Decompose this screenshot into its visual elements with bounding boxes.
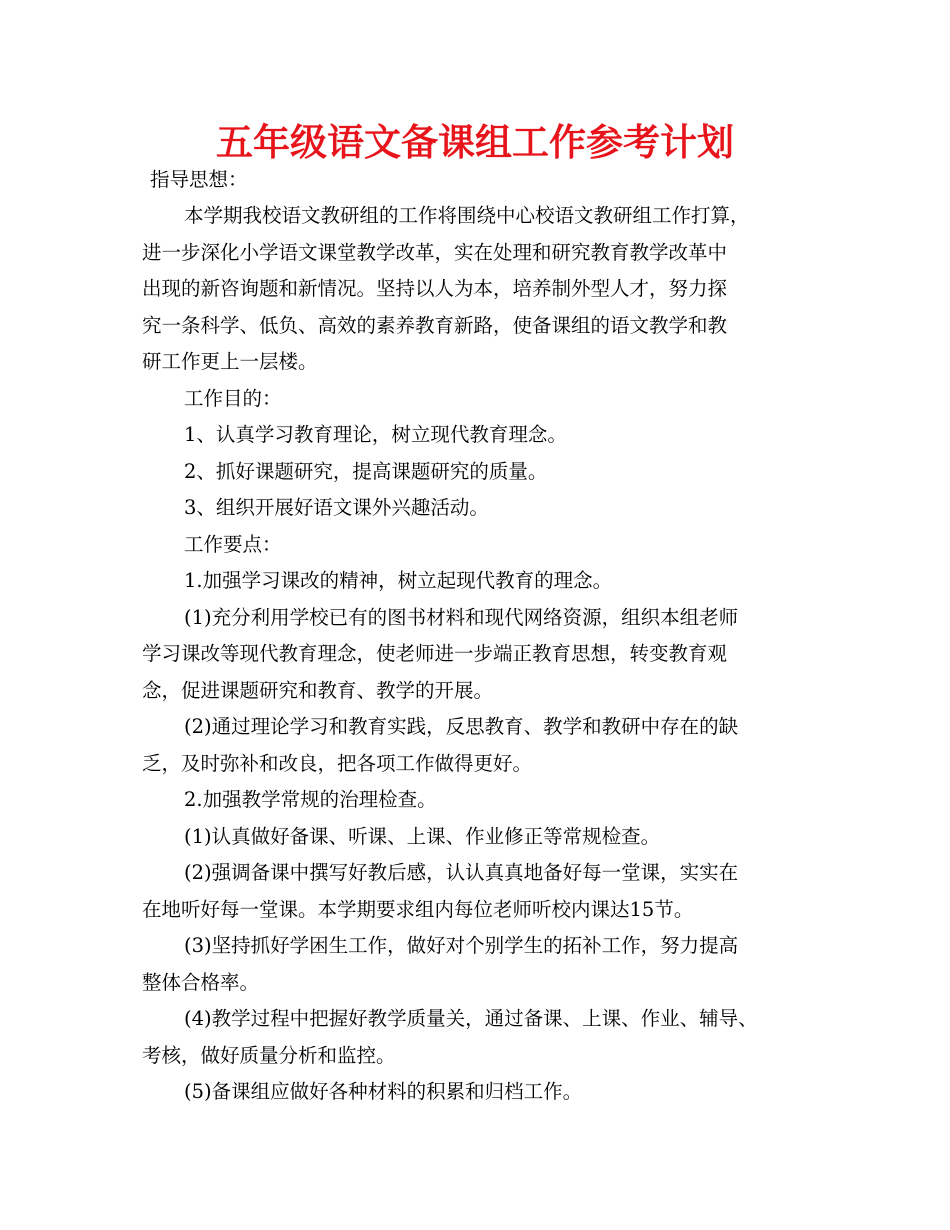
paragraph-line: 整体合格率。 xyxy=(142,971,260,994)
paragraph-line: 念，促进课题研究和教育、教学的开展。 xyxy=(142,679,494,702)
paragraph-line: 考核，做好质量分析和监控。 xyxy=(142,1044,396,1067)
heading-guiding-thought: 指导思想： xyxy=(150,168,248,191)
heading-work-points: 工作要点： xyxy=(184,533,282,556)
paragraph-line: 学习课改等现代教育理念，使老师进一步端正教育思想，转变教育观 xyxy=(142,642,728,665)
document-title: 五年级语文备课组工作参考计划 xyxy=(216,121,734,164)
paragraph-line: (1)充分利用学校已有的图书材料和现代网络资源，组织本组老师 xyxy=(184,606,739,629)
paragraph-line: (4)教学过程中把握好教学质量关，通过备课、上课、作业、辅导、 xyxy=(184,1007,758,1030)
section-heading: 1.加强学习课改的精神，树立起现代教育的理念。 xyxy=(184,569,613,592)
paragraph-line: 究一条科学、低负、高效的素养教育新路，使备课组的语文教学和教 xyxy=(142,314,728,337)
heading-work-goals: 工作目的： xyxy=(184,387,282,410)
paragraph-line: 进一步深化小学语文课堂教学改革，实在处理和研究教育教学改革中 xyxy=(142,241,728,264)
paragraph-line: (3)坚持抓好学困生工作，做好对个别学生的拓补工作，努力提高 xyxy=(184,934,739,957)
paragraph-line: (2)通过理论学习和教育实践，反思教育、教学和教研中存在的缺 xyxy=(184,715,739,738)
paragraph-line: 研工作更上一层楼。 xyxy=(142,350,318,373)
paragraph-line: (5)备课组应做好各种材料的积累和归档工作。 xyxy=(184,1080,583,1103)
paragraph-line: 出现的新咨询题和新情况。坚持以人为本，培养制外型人才，努力探 xyxy=(142,277,728,300)
goal-item: 2、抓好课题研究，提高课题研究的质量。 xyxy=(184,460,548,483)
goal-item: 1、认真学习教育理论，树立现代教育理念。 xyxy=(184,423,567,446)
section-heading: 2.加强教学常规的治理检查。 xyxy=(184,788,437,811)
goal-item: 3、组织开展好语文课外兴趣活动。 xyxy=(184,496,489,519)
paragraph-line: 在地听好每一堂课。本学期要求组内每位老师听校内课达15节。 xyxy=(142,898,694,921)
paragraph-line: 乏，及时弥补和改良，把各项工作做得更好。 xyxy=(142,752,533,775)
paragraph-line: (1)认真做好备课、听课、上课、作业修正等常规检查。 xyxy=(184,825,661,848)
paragraph-line: (2)强调备课中撰写好教后感，认认真真地备好每一堂课，实实在 xyxy=(184,861,739,884)
paragraph-line: 本学期我校语文教研组的工作将围绕中心校语文教研组工作打算， xyxy=(184,204,750,227)
